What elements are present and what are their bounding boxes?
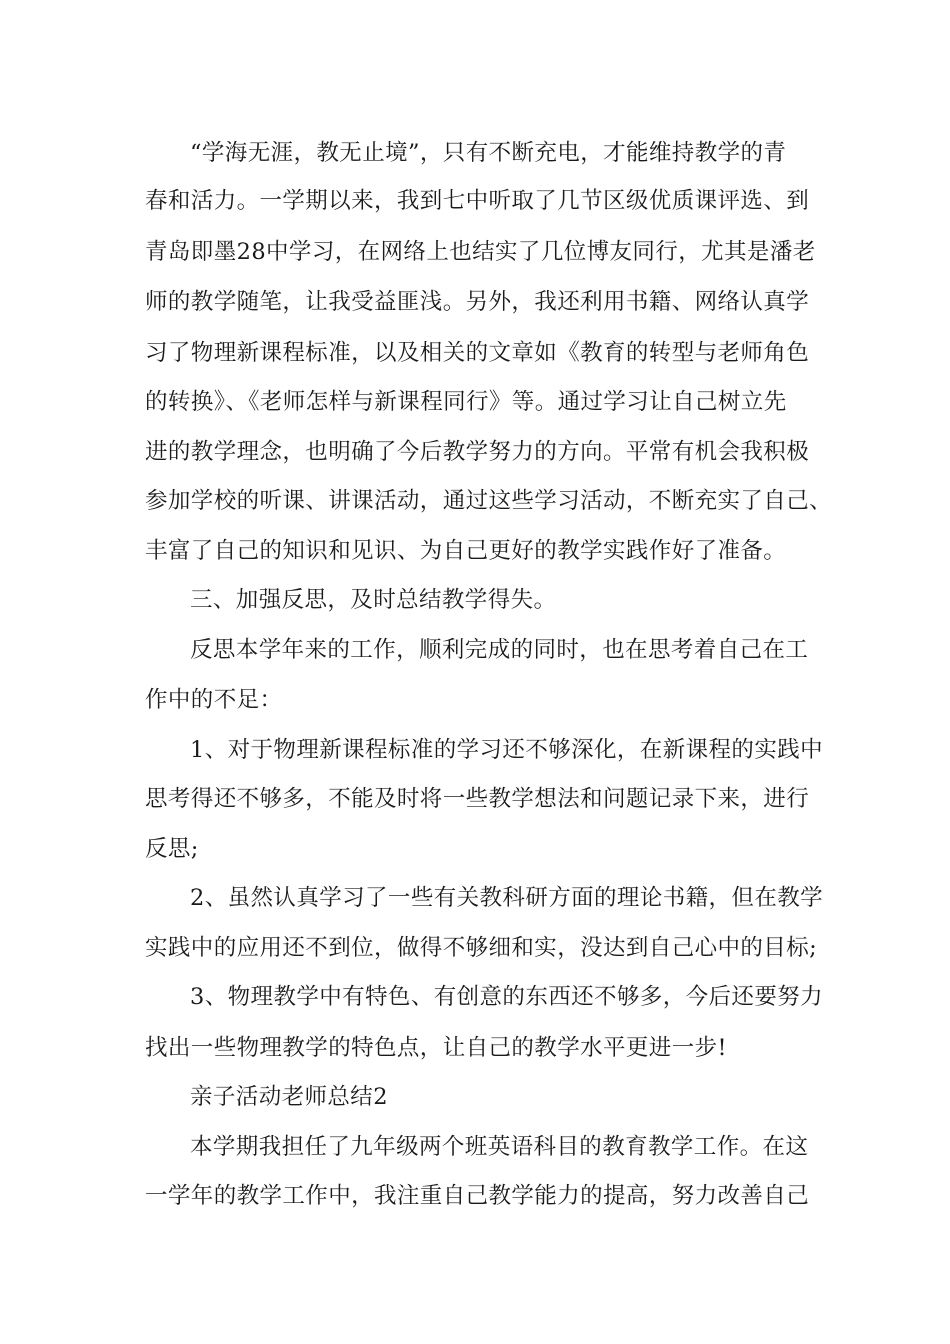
paragraph-line: 丰富了自己的知识和见识、为自己更好的教学实践作好了准备。	[145, 538, 787, 564]
paragraph-line: 参加学校的听课、讲课活动，通过这些学习活动，不断充实了自己、	[145, 488, 833, 514]
paragraph-line: 进的教学理念，也明确了今后教学努力的方向。平常有机会我积极	[145, 439, 810, 465]
section-title: 亲子活动老师总结2	[190, 1084, 388, 1110]
paragraph-line: 一学年的教学工作中，我注重自己教学能力的提高，努力改善自己	[145, 1183, 810, 1209]
list-item-line: 反思;	[145, 836, 199, 862]
paragraph-line: 本学期我担任了九年级两个班英语科目的教育教学工作。在这	[190, 1134, 809, 1160]
paragraph-line: 师的教学随笔，让我受益匪浅。另外，我还利用书籍、网络认真学	[145, 289, 810, 315]
list-item-line: 2、虽然认真学习了一些有关教科研方面的理论书籍，但在教学	[190, 885, 824, 911]
paragraph-line: “学海无涯，教无止境”，只有不断充电，才能维持教学的青	[190, 140, 787, 166]
list-item-line: 找出一些物理教学的特色点，让自己的教学水平更进一步!	[145, 1035, 727, 1061]
paragraph-line: 作中的不足：	[145, 687, 283, 713]
paragraph-line: 青岛即墨28中学习，在网络上也结实了几位博友同行，尤其是潘老	[145, 239, 816, 265]
paragraph-line: 习了物理新课程标准，以及相关的文章如《教育的转型与老师角色	[145, 340, 810, 366]
list-item-line: 3、物理教学中有特色、有创意的东西还不够多，今后还要努力	[190, 984, 824, 1010]
list-item-line: 1、对于物理新课程标准的学习还不够深化，在新课程的实践中	[190, 737, 824, 763]
paragraph-line: 反思本学年来的工作，顺利完成的同时，也在思考着自己在工	[190, 637, 809, 663]
list-item-line: 实践中的应用还不到位，做得不够细和实，没达到自己心中的目标;	[145, 935, 818, 961]
paragraph-line: 的转换》、《老师怎样与新课程同行》等。通过学习让自己树立先	[145, 389, 787, 415]
paragraph-line: 春和活力。一学期以来，我到七中听取了几节区级优质课评选、到	[145, 188, 810, 214]
list-item-line: 思考得还不够多，不能及时将一些教学想法和问题记录下来，进行	[145, 786, 810, 812]
section-heading: 三、加强反思，及时总结教学得失。	[190, 587, 557, 613]
